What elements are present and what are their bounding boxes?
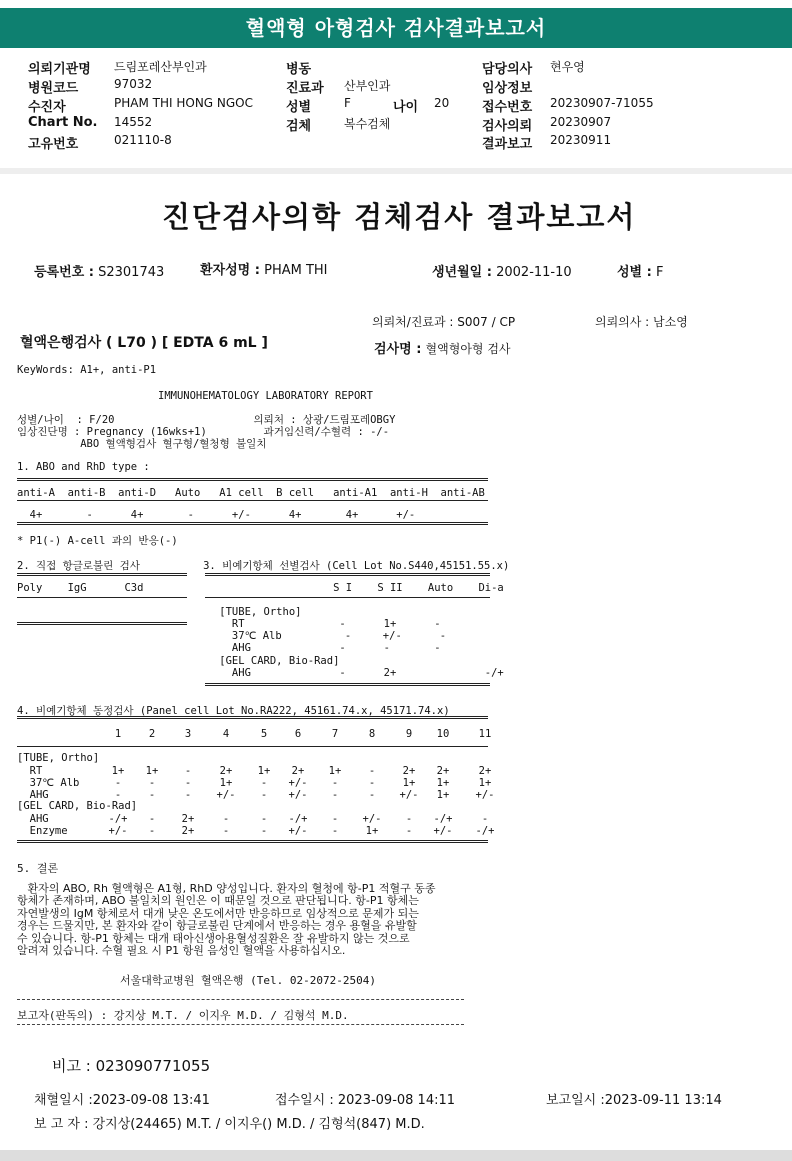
header-value: 20230907 <box>550 115 612 129</box>
panel-cell: 1+ <box>328 765 342 777</box>
header-label: 의뢰기관명 <box>28 62 91 77</box>
divider <box>205 683 490 686</box>
panel-cell: 1+ <box>402 777 416 789</box>
header-label: 병원코드 <box>28 81 79 96</box>
dob-label: 생년월일 : <box>432 265 492 280</box>
panel-col-header: 1 <box>114 728 122 740</box>
panel-cell: +/- <box>288 825 308 837</box>
divider <box>17 500 488 501</box>
header-label: 결과보고 <box>482 137 533 152</box>
remark <box>52 1055 210 1076</box>
panel-col-header: 9 <box>405 728 413 740</box>
lab-line: anti-A anti-B anti-D Auto A1 cell B cell anti-A1 anti-H anti-AB <box>17 487 485 499</box>
panel-cell: - <box>260 813 268 825</box>
panel-cell: - <box>184 789 192 801</box>
lab-line: 2. 직접 항글로불린 검사 3. 비예기항체 선별검사 (Cell Lot No.S440,45151.55.x) <box>17 560 510 572</box>
reg-value: S2301743 <box>98 265 165 280</box>
divider <box>0 1150 792 1161</box>
divider <box>0 168 792 174</box>
age-label: 나이 <box>393 100 419 115</box>
panel-cell: +/- <box>108 825 128 837</box>
panel-cell: -/+ <box>475 825 495 837</box>
panel-cell: 2+ <box>291 765 305 777</box>
panel-row-label: AHG <box>17 813 49 825</box>
panel-cell: - <box>222 825 230 837</box>
header-label: 임상정보 <box>482 81 533 96</box>
header-label: 검사의뢰 <box>482 119 533 134</box>
lab-line: RT - 1+ - <box>17 618 441 630</box>
conclusion-line: 항체가 존재하며, ABO 불일치의 원인은 이 때문일 것으로 판단됩니다. 항-P1 항체는 <box>17 894 419 908</box>
header-label: 수진자 <box>28 100 66 115</box>
panel-cell: 2+ <box>436 765 450 777</box>
panel-cell: - <box>368 777 376 789</box>
name-value: PHAM THI <box>264 263 328 278</box>
panel-cell: - <box>114 777 122 789</box>
panel-cell: - <box>184 777 192 789</box>
lab-line: 4+ - 4+ - +/- 4+ 4+ +/- <box>17 509 416 521</box>
header-label: 검체 <box>286 119 312 134</box>
conclusion-line: 경우는 드물지만, 본 환자와 같이 항글로불린 단계에서 반응하는 경우 용혈을 유발할 <box>17 919 417 933</box>
reporter-footer <box>34 1113 425 1132</box>
panel-col-header: 3 <box>184 728 192 740</box>
referral-dept: 의뢰처/진료과 : S007 / CP <box>372 315 516 329</box>
panel-cell: +/- <box>433 825 453 837</box>
lab-line: 1. ABO and RhD type : <box>17 461 150 473</box>
panel-row-label: [TUBE, Ortho] <box>17 752 100 764</box>
report-title: 진단검사의학 검체검사 결과보고서 <box>162 200 637 234</box>
name-label: 환자성명 : <box>200 263 260 278</box>
panel-col-header: 8 <box>368 728 376 740</box>
panel-cell: - <box>114 789 122 801</box>
header-value: 14552 <box>114 115 153 129</box>
panel-cell: - <box>331 825 339 837</box>
divider <box>17 746 488 747</box>
panel-cell: - <box>368 765 376 777</box>
panel-cell: - <box>331 813 339 825</box>
header-label: 담당의사 <box>482 62 533 77</box>
panel-cell: - <box>260 777 268 789</box>
conclusion-title: 5. 결론 <box>17 862 59 875</box>
header-label: 고유번호 <box>28 137 79 152</box>
panel-cell: 1+ <box>219 777 233 789</box>
header-value: 드림포레산부인과 <box>114 60 207 74</box>
divider <box>17 999 464 1000</box>
panel-row-label: 37℃ Alb <box>17 777 80 789</box>
panel-cell: +/- <box>362 813 382 825</box>
panel-cell: 1+ <box>478 777 492 789</box>
lab-line: ABO 혈액형검사 혈구형/혈청형 불일치 <box>17 438 267 450</box>
panel-cell: - <box>184 765 192 777</box>
panel-cell: -/+ <box>288 813 308 825</box>
panel-cell: +/- <box>475 789 495 801</box>
lab-line: Poly IgG C3d S I S II Auto Di-a <box>17 582 504 594</box>
reporter-line: 보고자(판독의) : 강지상 M.T. / 이지우 M.D. / 김형석 M.D. <box>17 1009 349 1022</box>
lab-line: AHG - 2+ -/+ <box>17 667 504 679</box>
header-label: 병동 <box>286 62 312 77</box>
panel-cell: - <box>260 789 268 801</box>
section-title: 혈액은행검사 ( L70 ) [ EDTA 6 mL ] <box>20 335 268 351</box>
sex-label: 성별 : <box>617 265 652 280</box>
panel-row-label: AHG <box>17 789 49 801</box>
lab-line: 성별/나이 : F/20 의뢰처 : 상광/드림포레OBGY <box>17 414 396 426</box>
test-name <box>374 338 511 357</box>
patient-name <box>200 259 328 278</box>
divider <box>205 573 490 576</box>
lab-line: AHG - - - <box>17 642 441 654</box>
panel-row-label: Enzyme <box>17 825 68 837</box>
divider <box>17 597 187 598</box>
sex-value: F <box>655 265 664 280</box>
header-label: 성별 <box>286 100 312 115</box>
header-value: 021110-8 <box>114 133 172 147</box>
panel-cell: 1+ <box>365 825 379 837</box>
header-label: 접수번호 <box>482 100 533 115</box>
conclusion-line: 알려져 있습니다. 수혈 필요 시 P1 항원 음성인 혈액을 사용하십시오. <box>17 944 346 957</box>
lab-line: 4. 비예기항체 동정검사 (Panel cell Lot No.RA222, 45161.74.x, 45171.74.x) <box>17 705 450 717</box>
test-label: 검사명 : <box>374 342 422 357</box>
panel-cell: -/+ <box>108 813 128 825</box>
reporter-label: 보 고 자 : <box>34 1117 89 1132</box>
panel-cell: - <box>148 825 156 837</box>
header-value: 복수검체 <box>344 117 391 131</box>
lab-line: KeyWords: A1+, anti-P1 <box>17 364 157 376</box>
header-value: 97032 <box>114 77 153 91</box>
lab-line: [TUBE, Ortho] <box>17 606 302 618</box>
panel-cell: - <box>405 825 413 837</box>
panel-cell: 1+ <box>257 765 271 777</box>
header-value: 20230907-71055 <box>550 96 654 110</box>
divider <box>17 622 187 625</box>
divider <box>17 478 488 481</box>
lab-line: * P1(-) A-cell 과의 반응(-) <box>17 535 178 547</box>
reporter-value: 강지상(24465) M.T. / 이지우() M.D. / 김형석(847) M.D. <box>92 1117 425 1132</box>
header-value: 현우영 <box>550 60 585 74</box>
reg-label: 등록번호 : <box>34 265 94 280</box>
header-label: Chart No. <box>28 115 98 130</box>
referral-doctor: 의뢰의사 : 남소영 <box>595 315 688 329</box>
remark-label: 비고 : <box>52 1057 91 1075</box>
panel-cell: - <box>148 777 156 789</box>
report-banner-title: 혈액형 아형검사 검사결과보고서 <box>0 8 792 48</box>
panel-cell: - <box>222 813 230 825</box>
lab-line: 37℃ Alb - +/- - <box>17 630 447 642</box>
panel-cell: - <box>148 813 156 825</box>
header-label: 진료과 <box>286 81 324 96</box>
panel-cell: - <box>331 789 339 801</box>
panel-row-label: [GEL CARD, Bio-Rad] <box>17 800 138 812</box>
panel-cell: 1+ <box>436 777 450 789</box>
panel-cell: +/- <box>288 789 308 801</box>
panel-cell: 2+ <box>181 813 195 825</box>
panel-cell: - <box>481 813 489 825</box>
panel-cell: 1+ <box>111 765 125 777</box>
patient-dob <box>432 261 572 280</box>
panel-cell: 2+ <box>402 765 416 777</box>
panel-cell: +/- <box>399 789 419 801</box>
age-value: 20 <box>434 96 450 110</box>
conclusion-line: 자연발생의 IgM 항체로서 대개 낮은 온도에서만 반응하므로 임상적으로 문제가 되는 <box>17 906 419 920</box>
header-value: PHAM THI HONG NGOC <box>114 96 254 110</box>
panel-cell: 2+ <box>219 765 233 777</box>
panel-cell: 2+ <box>181 825 195 837</box>
lab-line: 임상진단명 : Pregnancy (16wks+1) 과거임신력/수혈력 : -/- <box>17 426 390 438</box>
header-value: F <box>344 96 351 110</box>
panel-cell: - <box>405 813 413 825</box>
panel-row-label: RT <box>17 765 43 777</box>
collected-time: 채혈일시 :2023-09-08 13:41 <box>34 1093 210 1108</box>
divider <box>17 573 187 576</box>
dob-value: 2002-11-10 <box>496 265 572 280</box>
panel-cell: -/+ <box>433 813 453 825</box>
panel-col-header: 10 <box>436 728 450 740</box>
divider <box>17 716 488 719</box>
panel-col-header: 7 <box>331 728 339 740</box>
divider <box>17 840 488 843</box>
divider <box>17 522 488 525</box>
hospital-line: 서울대학교병원 혈액은행 (Tel. 02-2072-2504) <box>120 974 376 987</box>
reported-time: 보고일시 :2023-09-11 13:14 <box>546 1093 722 1108</box>
conclusion-line: 환자의 ABO, Rh 혈액형은 A1형, RhD 양성입니다. 환자의 혈청에 항-P1 적혈구 동종 <box>17 882 436 895</box>
header-value: 20230911 <box>550 133 612 147</box>
patient-sex <box>617 261 663 280</box>
panel-col-header: 11 <box>478 728 492 740</box>
panel-cell: +/- <box>288 777 308 789</box>
panel-col-header: 4 <box>222 728 230 740</box>
received-time: 접수일시 : 2023-09-08 14:11 <box>275 1093 456 1108</box>
panel-cell: 1+ <box>436 789 450 801</box>
panel-cell: - <box>260 825 268 837</box>
test-value: 혈액형아형 검사 <box>425 342 511 356</box>
header-value: 산부인과 <box>344 79 391 93</box>
divider <box>17 1024 464 1025</box>
remark-value: 023090771055 <box>95 1057 211 1075</box>
conclusion-line: 수 있습니다. 항-P1 항체는 대개 태아신생아용혈성질환은 잘 유발하지 않는 것으로 <box>17 931 410 945</box>
panel-col-header: 2 <box>148 728 156 740</box>
lab-line: IMMUNOHEMATOLOGY LABORATORY REPORT <box>158 390 373 402</box>
divider <box>205 597 490 598</box>
panel-cell: +/- <box>216 789 236 801</box>
patient-reg <box>34 261 164 280</box>
panel-cell: - <box>331 777 339 789</box>
panel-cell: 1+ <box>145 765 159 777</box>
panel-cell: 2+ <box>478 765 492 777</box>
lab-line: [GEL CARD, Bio-Rad] <box>17 655 340 667</box>
panel-cell: - <box>148 789 156 801</box>
panel-cell: - <box>368 789 376 801</box>
panel-col-header: 6 <box>294 728 302 740</box>
panel-col-header: 5 <box>260 728 268 740</box>
